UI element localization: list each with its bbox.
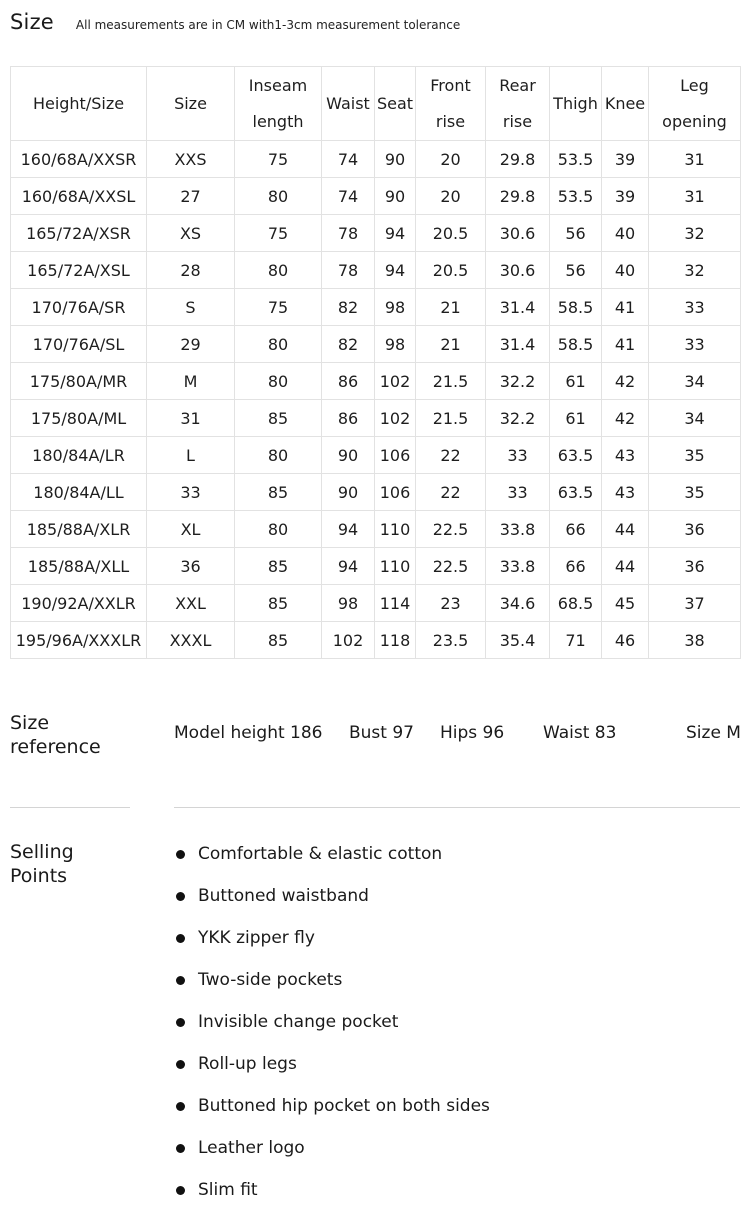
list-item (174, 882, 490, 924)
cell-height-size: 185/88A/XLR (11, 511, 147, 548)
bullet-icon (176, 892, 185, 901)
table-row (11, 289, 741, 326)
cell-thigh: 66 (550, 548, 602, 585)
cell-rear-rise: 29.8 (486, 141, 550, 178)
header-size: Size (147, 67, 235, 141)
cell-inseam-length: 80 (235, 437, 322, 474)
measurement-note: All measurements are in CM with1-3cm measurement tolerance (75, 18, 461, 32)
size-reference-label: Size reference (10, 712, 101, 758)
cell-knee: 44 (602, 548, 649, 585)
cell-leg-opening: 35 (649, 474, 741, 511)
cell-size: 36 (147, 548, 235, 585)
list-item (174, 966, 490, 1008)
size-chart-table (10, 66, 741, 659)
cell-front-rise: 20 (416, 178, 486, 215)
cell-seat: 94 (375, 215, 416, 252)
list-item (174, 1050, 490, 1092)
cell-rear-rise: 30.6 (486, 215, 550, 252)
cell-size: XS (147, 215, 235, 252)
cell-thigh: 56 (550, 215, 602, 252)
cell-thigh: 53.5 (550, 141, 602, 178)
cell-waist: 82 (322, 289, 375, 326)
table-row (11, 141, 741, 178)
cell-waist: 82 (322, 326, 375, 363)
cell-leg-opening: 36 (649, 511, 741, 548)
cell-height-size: 170/76A/SR (11, 289, 147, 326)
cell-seat: 114 (375, 585, 416, 622)
cell-size: XXL (147, 585, 235, 622)
list-item (174, 1176, 490, 1218)
cell-rear-rise: 33.8 (486, 548, 550, 585)
selling-point-text: Invisible change pocket (198, 1012, 399, 1032)
cell-size: S (147, 289, 235, 326)
cell-waist: 102 (322, 622, 375, 659)
cell-waist: 78 (322, 215, 375, 252)
table-row (11, 548, 741, 585)
cell-inseam-length: 85 (235, 400, 322, 437)
cell-seat: 110 (375, 548, 416, 585)
header-waist: Waist (322, 67, 375, 141)
cell-front-rise: 23.5 (416, 622, 486, 659)
cell-seat: 106 (375, 437, 416, 474)
cell-thigh: 66 (550, 511, 602, 548)
cell-leg-opening: 31 (649, 178, 741, 215)
cell-inseam-length: 80 (235, 178, 322, 215)
cell-inseam-length: 85 (235, 622, 322, 659)
cell-height-size: 185/88A/XLL (11, 548, 147, 585)
table-row (11, 622, 741, 659)
cell-waist: 86 (322, 400, 375, 437)
cell-waist: 86 (322, 363, 375, 400)
cell-waist: 90 (322, 437, 375, 474)
cell-thigh: 61 (550, 363, 602, 400)
cell-thigh: 56 (550, 252, 602, 289)
cell-front-rise: 22 (416, 474, 486, 511)
cell-rear-rise: 31.4 (486, 289, 550, 326)
cell-size: 28 (147, 252, 235, 289)
cell-knee: 41 (602, 289, 649, 326)
header-leg-opening: Leg opening (649, 67, 741, 141)
cell-rear-rise: 32.2 (486, 363, 550, 400)
cell-knee: 43 (602, 474, 649, 511)
section-divider-right (174, 807, 740, 808)
cell-thigh: 71 (550, 622, 602, 659)
cell-seat: 102 (375, 400, 416, 437)
cell-size: M (147, 363, 235, 400)
selling-points-label: Selling Points (10, 841, 74, 887)
cell-leg-opening: 32 (649, 252, 741, 289)
cell-waist: 78 (322, 252, 375, 289)
cell-rear-rise: 29.8 (486, 178, 550, 215)
cell-size: 31 (147, 400, 235, 437)
cell-leg-opening: 34 (649, 363, 741, 400)
cell-seat: 98 (375, 289, 416, 326)
selling-points-list (174, 840, 490, 1218)
cell-front-rise: 20.5 (416, 252, 486, 289)
bullet-icon (176, 850, 185, 859)
cell-size: XL (147, 511, 235, 548)
bust-value: Bust 97 (349, 723, 414, 743)
cell-front-rise: 20 (416, 141, 486, 178)
selling-point-text: Roll-up legs (198, 1054, 297, 1074)
cell-knee: 45 (602, 585, 649, 622)
size-title: Size (10, 10, 54, 34)
cell-size: L (147, 437, 235, 474)
cell-seat: 94 (375, 252, 416, 289)
selling-point-text: Slim fit (198, 1180, 258, 1200)
cell-leg-opening: 33 (649, 289, 741, 326)
cell-inseam-length: 80 (235, 363, 322, 400)
header-knee: Knee (602, 67, 649, 141)
bullet-icon (176, 1186, 185, 1195)
cell-waist: 74 (322, 178, 375, 215)
selling-point-text: Buttoned hip pocket on both sides (198, 1096, 490, 1116)
cell-leg-opening: 38 (649, 622, 741, 659)
selling-point-text: YKK zipper fly (198, 928, 315, 948)
waist-value: Waist 83 (543, 723, 617, 743)
cell-knee: 42 (602, 400, 649, 437)
cell-rear-rise: 30.6 (486, 252, 550, 289)
header-height-size: Height/Size (11, 67, 147, 141)
model-size-value: Size M (686, 723, 741, 743)
table-row (11, 178, 741, 215)
cell-thigh: 63.5 (550, 437, 602, 474)
table-row (11, 437, 741, 474)
list-item (174, 1134, 490, 1176)
cell-thigh: 58.5 (550, 326, 602, 363)
cell-seat: 90 (375, 141, 416, 178)
cell-knee: 41 (602, 326, 649, 363)
cell-height-size: 165/72A/XSL (11, 252, 147, 289)
cell-knee: 39 (602, 141, 649, 178)
cell-seat: 118 (375, 622, 416, 659)
hips-value: Hips 96 (440, 723, 505, 743)
cell-thigh: 68.5 (550, 585, 602, 622)
cell-waist: 94 (322, 511, 375, 548)
cell-rear-rise: 33 (486, 437, 550, 474)
cell-height-size: 195/96A/XXXLR (11, 622, 147, 659)
cell-rear-rise: 33.8 (486, 511, 550, 548)
cell-leg-opening: 35 (649, 437, 741, 474)
cell-seat: 98 (375, 326, 416, 363)
cell-thigh: 63.5 (550, 474, 602, 511)
cell-thigh: 58.5 (550, 289, 602, 326)
cell-height-size: 170/76A/SL (11, 326, 147, 363)
cell-inseam-length: 85 (235, 585, 322, 622)
cell-knee: 40 (602, 215, 649, 252)
cell-thigh: 53.5 (550, 178, 602, 215)
cell-rear-rise: 35.4 (486, 622, 550, 659)
cell-knee: 40 (602, 252, 649, 289)
cell-front-rise: 21 (416, 326, 486, 363)
cell-front-rise: 22.5 (416, 511, 486, 548)
list-item (174, 1092, 490, 1134)
cell-leg-opening: 32 (649, 215, 741, 252)
cell-inseam-length: 85 (235, 474, 322, 511)
list-item (174, 840, 490, 882)
cell-front-rise: 23 (416, 585, 486, 622)
cell-front-rise: 21 (416, 289, 486, 326)
cell-height-size: 160/68A/XXSR (11, 141, 147, 178)
cell-inseam-length: 80 (235, 326, 322, 363)
cell-knee: 43 (602, 437, 649, 474)
cell-size: 29 (147, 326, 235, 363)
cell-inseam-length: 75 (235, 289, 322, 326)
cell-front-rise: 22.5 (416, 548, 486, 585)
size-reference-row (0, 723, 750, 747)
list-item (174, 1008, 490, 1050)
bullet-icon (176, 1060, 185, 1069)
cell-leg-opening: 33 (649, 326, 741, 363)
cell-thigh: 61 (550, 400, 602, 437)
cell-front-rise: 21.5 (416, 363, 486, 400)
cell-height-size: 165/72A/XSR (11, 215, 147, 252)
cell-leg-opening: 37 (649, 585, 741, 622)
cell-waist: 98 (322, 585, 375, 622)
cell-inseam-length: 75 (235, 215, 322, 252)
selling-point-text: Buttoned waistband (198, 886, 369, 906)
cell-rear-rise: 32.2 (486, 400, 550, 437)
cell-inseam-length: 85 (235, 548, 322, 585)
table-row (11, 215, 741, 252)
cell-waist: 90 (322, 474, 375, 511)
header-thigh: Thigh (550, 67, 602, 141)
cell-leg-opening: 34 (649, 400, 741, 437)
cell-height-size: 180/84A/LR (11, 437, 147, 474)
bullet-icon (176, 1102, 185, 1111)
cell-seat: 110 (375, 511, 416, 548)
cell-size: XXXL (147, 622, 235, 659)
cell-knee: 42 (602, 363, 649, 400)
cell-waist: 74 (322, 141, 375, 178)
size-header (10, 10, 460, 40)
header-rear-rise: Rear rise (486, 67, 550, 141)
table-row (11, 585, 741, 622)
bullet-icon (176, 976, 185, 985)
cell-leg-opening: 36 (649, 548, 741, 585)
cell-waist: 94 (322, 548, 375, 585)
header-front-rise: Front rise (416, 67, 486, 141)
cell-size: 33 (147, 474, 235, 511)
cell-size: 27 (147, 178, 235, 215)
table-row (11, 252, 741, 289)
cell-knee: 39 (602, 178, 649, 215)
cell-rear-rise: 31.4 (486, 326, 550, 363)
cell-height-size: 160/68A/XXSL (11, 178, 147, 215)
bullet-icon (176, 1144, 185, 1153)
bullet-icon (176, 934, 185, 943)
cell-inseam-length: 80 (235, 252, 322, 289)
cell-inseam-length: 80 (235, 511, 322, 548)
cell-height-size: 175/80A/MR (11, 363, 147, 400)
cell-leg-opening: 31 (649, 141, 741, 178)
cell-seat: 90 (375, 178, 416, 215)
cell-front-rise: 22 (416, 437, 486, 474)
header-inseam-length: Inseam length (235, 67, 322, 141)
cell-seat: 106 (375, 474, 416, 511)
list-item (174, 924, 490, 966)
model-height-value: Model height 186 (174, 723, 323, 743)
table-header-row (11, 67, 741, 141)
cell-front-rise: 20.5 (416, 215, 486, 252)
cell-front-rise: 21.5 (416, 400, 486, 437)
selling-point-text: Comfortable & elastic cotton (198, 844, 443, 864)
selling-point-text: Leather logo (198, 1138, 305, 1158)
cell-height-size: 175/80A/ML (11, 400, 147, 437)
table-row (11, 400, 741, 437)
cell-knee: 44 (602, 511, 649, 548)
bullet-icon (176, 1018, 185, 1027)
table-row (11, 511, 741, 548)
cell-size: XXS (147, 141, 235, 178)
cell-height-size: 180/84A/LL (11, 474, 147, 511)
selling-point-text: Two-side pockets (198, 970, 343, 990)
cell-rear-rise: 33 (486, 474, 550, 511)
cell-height-size: 190/92A/XXLR (11, 585, 147, 622)
cell-knee: 46 (602, 622, 649, 659)
header-seat: Seat (375, 67, 416, 141)
table-row (11, 363, 741, 400)
table-row (11, 326, 741, 363)
section-divider-left (10, 807, 130, 808)
cell-rear-rise: 34.6 (486, 585, 550, 622)
cell-inseam-length: 75 (235, 141, 322, 178)
table-row (11, 474, 741, 511)
cell-seat: 102 (375, 363, 416, 400)
